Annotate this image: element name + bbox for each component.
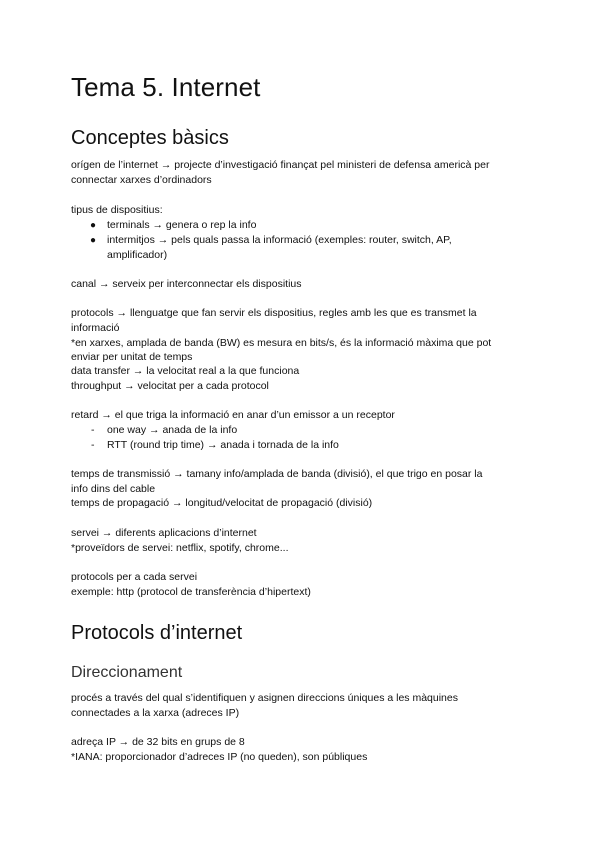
canal-line: canal → serveix per interconnectar els dispositius: [71, 278, 302, 290]
proces-line-2: connectades a la xarxa (adreces IP): [71, 707, 240, 719]
subheading-direccionament: Direccionament: [71, 664, 183, 681]
origin-line-1: orígen de l’internet → projecte d’investigació finançat pel ministeri de defensa americà per: [71, 159, 490, 171]
dash-icon: -: [91, 439, 95, 451]
transmission-time-line-2: info dins del cable: [71, 483, 156, 495]
section-heading-protocols: Protocols d’internet: [71, 622, 243, 644]
list-item-intermitjos-cont: amplificador): [107, 249, 168, 261]
origin-line-2: connectar xarxes d’ordinadors: [71, 174, 212, 186]
data-transfer-line: data transfer → la velocitat real a la que funciona: [71, 365, 300, 377]
transmission-time-line-1: temps de transmissió → tamany info/amplada de banda (divisió), el que trigo en posar la: [71, 468, 483, 480]
http-example-line: exemple: http (protocol de transferència d’hipertext): [71, 586, 311, 598]
ip-address-line: adreça IP → de 32 bits en grups de 8: [71, 736, 245, 748]
proces-line-1: procés a través del qual s’identifiquen y asignen direccions úniques a les màquines: [71, 692, 458, 704]
propagation-time-line: temps de propagació → longitud/velocitat de propagació (divisió): [71, 497, 373, 509]
list-item-one-way: one way → anada de la info: [107, 424, 238, 436]
throughput-line: throughput → velocitat per a cada protocol: [71, 380, 269, 392]
retard-line: retard → el que triga la informació en anar d’un emissor a un receptor: [71, 409, 395, 421]
bandwidth-note-2: enviar per unitat de temps: [71, 351, 193, 363]
page-title: Tema 5. Internet: [71, 72, 261, 102]
section-heading-basics: Conceptes bàsics: [71, 127, 229, 149]
protocols-line-2: informació: [71, 322, 120, 334]
iana-note-line: *IANA: proporcionador d’adreces IP (no queden), son públiques: [71, 751, 368, 763]
list-item-rtt: RTT (round trip time) → anada i tornada de la info: [107, 439, 339, 451]
list-item-terminals: terminals → genera o rep la info: [107, 219, 257, 231]
service-providers-line: *proveïdors de servei: netflix, spotify, chrome...: [71, 542, 289, 554]
bandwidth-note-1: *en xarxes, amplada de banda (BW) es mesura en bits/s, és la informació màxima que pot: [71, 337, 492, 349]
protocols-line-1: protocols → llenguatge que fan servir els dispositius, regles amb les que es transmet la: [71, 307, 477, 319]
dash-icon: -: [91, 424, 95, 436]
servei-line: servei → diferents aplicacions d’internet: [71, 527, 257, 539]
protocols-per-service-line: protocols per a cada servei: [71, 571, 198, 583]
bullet-icon: ●: [90, 220, 97, 231]
bullet-icon: ●: [90, 235, 97, 246]
list-item-intermitjos: intermitjos → pels quals passa la informació (exemples: router, switch, AP,: [107, 234, 452, 246]
devices-intro: tipus de dispositius:: [71, 204, 163, 216]
